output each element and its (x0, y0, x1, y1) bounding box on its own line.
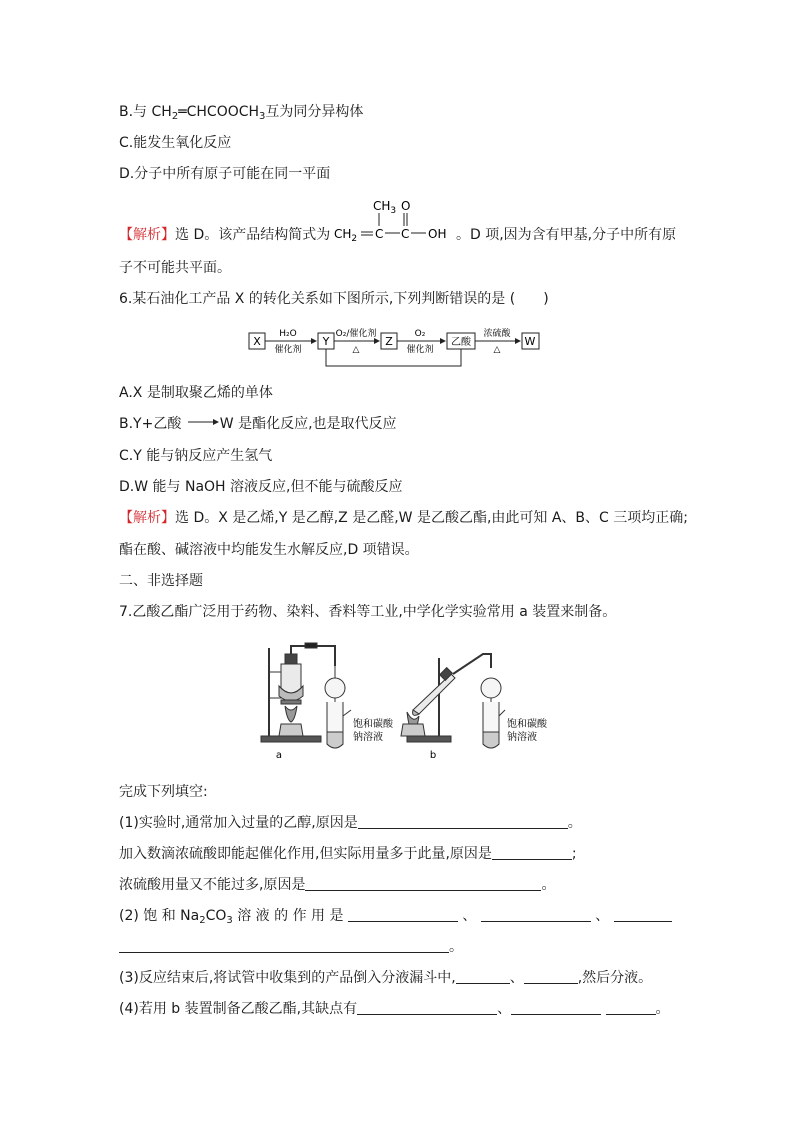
section-heading: 二、非选择题 (119, 573, 203, 589)
answer-blank[interactable] (119, 938, 449, 953)
flow-loop-line (326, 349, 461, 366)
q7-part1b-end: ; (571, 846, 577, 862)
q7-part1c-text: 浓硫酸用量又不能过多,原因是 (119, 877, 306, 893)
formula-carbon1: C (375, 227, 384, 241)
formula-ch3: $CH_3$ (373, 199, 397, 216)
apparatus-b (401, 654, 501, 748)
flow-arrow1-head (311, 338, 317, 344)
flow-arrow4-head (515, 338, 521, 344)
q7-part3 (119, 968, 652, 988)
flow-o2-label: O₂ (414, 329, 426, 339)
answer-blank[interactable] (348, 907, 458, 922)
structural-formula (334, 196, 454, 244)
flow-h2so4-label: 浓硫酸 (483, 329, 511, 339)
delivery-tube-b (453, 654, 491, 674)
flow-arrow3-head (440, 338, 446, 344)
answer-blank[interactable] (524, 969, 578, 984)
flow-y-label: Y (322, 335, 330, 348)
answer-blank[interactable] (614, 907, 672, 922)
q7-part2-end: 。 (449, 939, 463, 955)
burner-b (401, 724, 425, 736)
q7-stem: 7.乙酸乙酯广泛用于药物、染料、香料等工业,中学化学实验常用 a 装置来制备。 (119, 604, 617, 620)
test-tube-liquid-a (327, 732, 343, 748)
q7-part2-cont (119, 937, 463, 957)
fill-intro: 完成下列填空: (119, 784, 208, 800)
flow-o2-catalyst-label: O₂/催化剂 (335, 329, 377, 339)
flow-catalyst-label2: 催化剂 (406, 345, 434, 355)
caption-a: a (275, 750, 283, 761)
sub-3: 3 (259, 111, 266, 122)
q6-option-d: D.W 能与 NaOH 溶液反应,但不能与硫酸反应 (119, 479, 403, 495)
answer-blank[interactable] (305, 876, 541, 891)
formula-oxygen: O (401, 199, 411, 213)
label-pointer-b (499, 710, 505, 716)
q7-part1b-text: 加入数滴浓硫酸即能起催化作用,但实际用量多于此量,原因是 (119, 846, 492, 862)
q7-part1c (119, 875, 555, 895)
label-saturated-b-line2: 钠溶液 (507, 732, 537, 743)
q6-option-c: C.Y 能与钠反应产生氢气 (119, 448, 273, 464)
flow-heat-label1: △ (352, 345, 360, 355)
q6-analysis-line2: 酯在酸、碱溶液中均能发生水解反应,D 项错误。 (119, 542, 419, 558)
formula-ch2: $CH_2$ (334, 227, 358, 244)
tilted-tube-b (413, 674, 455, 714)
q7-part4-text: (4)若用 b 装置制备乙酸乙酯,其缺点有 (119, 1001, 358, 1017)
wire-gauze-a (281, 700, 301, 704)
q7-part1 (119, 813, 582, 833)
stand-base-b (407, 736, 451, 742)
flask-a (281, 664, 301, 693)
q5-option-b-suffix: 互为同分异构体 (265, 104, 364, 120)
flame-a (285, 706, 297, 722)
answer-blank[interactable] (358, 814, 568, 829)
q6-option-a: A.X 是制取聚乙烯的单体 (119, 385, 273, 401)
q6-analysis-text1: 选 D。X 是乙烯,Y 是乙醇,Z 是乙醛,W 是乙酸乙酯,由此可知 A、B、C 三项均正确; (175, 510, 688, 526)
stopper-a (285, 654, 297, 664)
burner-a (279, 724, 303, 736)
q7-part1b (119, 844, 577, 864)
q6-option-b (119, 414, 397, 434)
q7-part2 (119, 906, 672, 931)
flow-heat-label2: △ (493, 345, 501, 355)
q7-part4-end: 。 (655, 1001, 670, 1017)
q7-part2-pre: (2) 饱 和 Na (119, 908, 200, 924)
sub-3: 3 (226, 915, 233, 926)
q6-stem: 6.某石油化工产品 X 的转化关系如下图所示,下列判断错误的是 ( ) (119, 291, 549, 307)
q5-option-b-prefix: B.与 CH (119, 104, 172, 120)
flow-catalyst-label1: 催化剂 (274, 345, 302, 355)
flow-acid-label: 乙酸 (451, 337, 471, 348)
q5-analysis-line3: 子不可能共平面。 (119, 260, 231, 276)
formula-carbon2: C (401, 227, 410, 241)
label-saturated-a-line2: 钠溶液 (353, 732, 383, 743)
reaction-arrow-icon (186, 417, 220, 427)
caption-b: b (429, 750, 437, 761)
q6-option-b-post: W 是酯化反应,也是取代反应 (219, 416, 397, 432)
flow-h2o-label: H₂O (279, 329, 297, 339)
q7-part1c-end: 。 (541, 877, 556, 893)
separator: 、 (595, 908, 610, 924)
q7-part3-end: ,然后分液。 (577, 970, 653, 986)
label-pointer-a (343, 710, 351, 716)
q5-option-d: D.分子中所有原子可能在同一平面 (119, 166, 331, 182)
separator: 、 (497, 1001, 512, 1017)
apparatus-a (261, 643, 345, 748)
q6-flow-diagram (246, 324, 546, 372)
q7-part1-text: (1)实验时,通常加入过量的乙醇,原因是 (119, 815, 358, 831)
tube-joint-a (305, 643, 317, 648)
answer-blank[interactable] (456, 969, 510, 984)
analysis-tag: 【解析】 (119, 227, 175, 243)
apparatus-figure (255, 640, 555, 762)
dropping-bulb-b (481, 678, 501, 698)
q5-analysis-line1 (119, 225, 330, 245)
sub-2: 2 (171, 111, 179, 122)
q7-part3-text: (3)反应结束后,将试管中收集到的产品倒入分液漏斗中, (119, 970, 456, 986)
q6-option-b-pre: B.Y+乙酸 (119, 416, 182, 432)
flow-w-label: W (524, 335, 536, 348)
dropping-bulb-a (325, 678, 345, 698)
analysis-tag: 【解析】 (119, 510, 175, 526)
separator: 、 (462, 908, 477, 924)
answer-blank[interactable] (606, 1000, 656, 1015)
stand-base-a (261, 736, 321, 742)
label-saturated-b-line1: 饱和碳酸 (507, 719, 547, 730)
q5-analysis-text1: 选 D。该产品结构简式为 (175, 227, 331, 243)
q5-option-b (119, 102, 363, 127)
label-saturated-a-line1: 饱和碳酸 (353, 719, 393, 730)
formula-hydroxyl: OH (428, 227, 447, 241)
q6-analysis-line1 (119, 508, 688, 528)
q7-part2-mid: CO (205, 908, 227, 924)
answer-blank[interactable] (511, 1000, 601, 1015)
flow-x-label: X (253, 335, 261, 348)
separator: 、 (509, 970, 524, 986)
q5-option-b-mid: ═CHCOOCH (178, 104, 260, 120)
q5-option-c: C.能发生氧化反应 (119, 135, 232, 151)
flow-z-label: Z (385, 335, 393, 348)
q7-part1-end: 。 (567, 815, 582, 831)
q7-part4 (119, 999, 670, 1019)
answer-blank[interactable] (492, 845, 572, 860)
q5-analysis-text2: 。D 项,因为含有甲基,分子中所有原 (456, 227, 677, 243)
answer-blank[interactable] (357, 1000, 497, 1015)
sub-2: 2 (199, 915, 206, 926)
q7-part2-post: 溶 液 的 作 用 是 (232, 908, 344, 924)
delivery-tube-a (291, 646, 335, 666)
answer-blank[interactable] (481, 907, 591, 922)
test-tube-liquid-b (483, 732, 499, 748)
